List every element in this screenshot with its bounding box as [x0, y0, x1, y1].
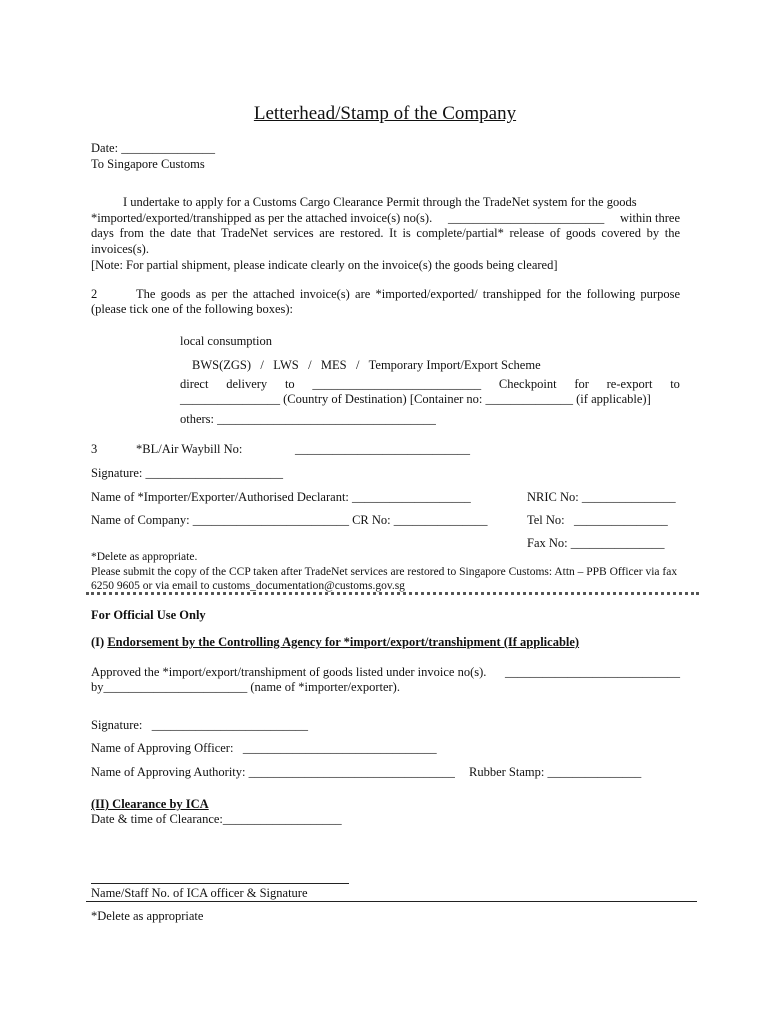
company-name-line: Name of Company: _________________________ CR No: _______________	[91, 513, 488, 527]
official-signature-line: Signature: _________________________	[91, 718, 309, 732]
para1-line2-text: *imported/exported/transhipped as per the attached invoice(s) no(s).	[91, 211, 433, 225]
section1-title: Endorsement by the Controlling Agency for *import/export/transhipment (If applicable)	[107, 635, 580, 649]
approved-invoice-blank: ____________________________	[505, 665, 680, 679]
importer-name-line: Name of *Importer/Exporter/Authorised Declarant: ___________________	[91, 490, 471, 504]
approved-line1	[91, 665, 680, 681]
option-local-consumption: local consumption	[180, 334, 272, 348]
approving-officer-line: Name of Approving Officer: _______________________________	[91, 741, 437, 755]
dotted-separator	[86, 592, 699, 595]
delivery-word: delivery	[226, 377, 268, 391]
para3-number: 3	[91, 442, 98, 456]
tel-line: Tel No: _______________	[527, 513, 668, 527]
ica-signature-rule	[91, 883, 349, 884]
partial-shipment-note: [Note: For partial shipment, please indicate clearly on the invoice(s) the goods being cleared]	[91, 258, 558, 272]
official-use-heading: For Official Use Only	[91, 608, 206, 622]
para1-line4: invoices(s).	[91, 242, 149, 256]
reexport-word: re-export	[606, 377, 653, 391]
bl-waybill-blank: ____________________________	[295, 442, 470, 456]
final-delete-note: *Delete as appropriate	[91, 909, 204, 923]
para1-line3: days from the date that TradeNet services are restored. It is complete/partial* release of goods covered by the	[91, 226, 680, 240]
para1-line2	[91, 211, 680, 227]
to-word-2: to	[670, 377, 680, 391]
ica-officer-label: Name/Staff No. of ICA officer & Signature	[91, 886, 308, 900]
letterhead-title: Letterhead/Stamp of the Company	[253, 103, 517, 124]
section1-prefix: (I)	[91, 635, 105, 649]
para2-number: 2	[91, 287, 98, 301]
approving-authority-line: Name of Approving Authority: _________________________________	[91, 765, 455, 779]
option-schemes: BWS(ZGS) / LWS / MES / Temporary Import/Export Scheme	[192, 358, 541, 372]
footnote-line2: 6250 9605 or via email to customs_documentation@customs.gov.sg	[91, 580, 405, 592]
footnote-line1: Please submit the copy of the CCP taken after TradeNet services are restored to Singapore Customs: Attn – PPB Officer via fax	[91, 566, 678, 578]
para2-line2: (please tick one of the following boxes):	[91, 302, 294, 316]
para1-line1: I undertake to apply for a Customs Cargo Clearance Permit through the TradeNet system for the goods	[123, 195, 637, 209]
footnote-delete: *Delete as appropriate.	[91, 551, 198, 563]
para2-line1: The goods as per the attached invoice(s) are *imported/exported/ transhipped for the following purpose	[136, 287, 680, 301]
signature-line: Signature: ______________________	[91, 466, 284, 480]
clearance-datetime-line: Date & time of Clearance:___________________	[91, 812, 342, 826]
para1-line2-end: within three	[619, 211, 680, 225]
bl-waybill-label: *BL/Air Waybill No:	[136, 442, 243, 456]
checkpoint-blank: ___________________________	[312, 377, 482, 391]
section1-heading	[91, 635, 579, 651]
checkpoint-word: Checkpoint	[498, 377, 557, 391]
option-direct-delivery	[180, 377, 680, 393]
for-word: for	[574, 377, 589, 391]
bottom-rule	[86, 901, 697, 902]
approved-line2: by_______________________ (name of *importer/exporter).	[91, 680, 400, 694]
approved-text: Approved the *import/export/transhipment of goods listed under invoice no(s).	[91, 665, 487, 679]
nric-line: NRIC No: _______________	[527, 490, 676, 504]
date-line: Date: _______________	[91, 141, 215, 155]
fax-line: Fax No: _______________	[527, 536, 665, 550]
section2-heading: (II) Clearance by ICA	[91, 797, 209, 811]
to-word: to	[284, 377, 295, 391]
rubber-stamp-line: Rubber Stamp: _______________	[469, 765, 642, 779]
addressee: To Singapore Customs	[91, 157, 205, 171]
direct-word: direct	[180, 377, 209, 391]
option-others: others: ___________________________________	[180, 412, 436, 426]
option-direct-delivery-line2: ________________ (Country of Destination) [Container no: ______________ (if applicable)]	[180, 392, 651, 406]
invoice-number-blank: _________________________	[447, 211, 605, 225]
